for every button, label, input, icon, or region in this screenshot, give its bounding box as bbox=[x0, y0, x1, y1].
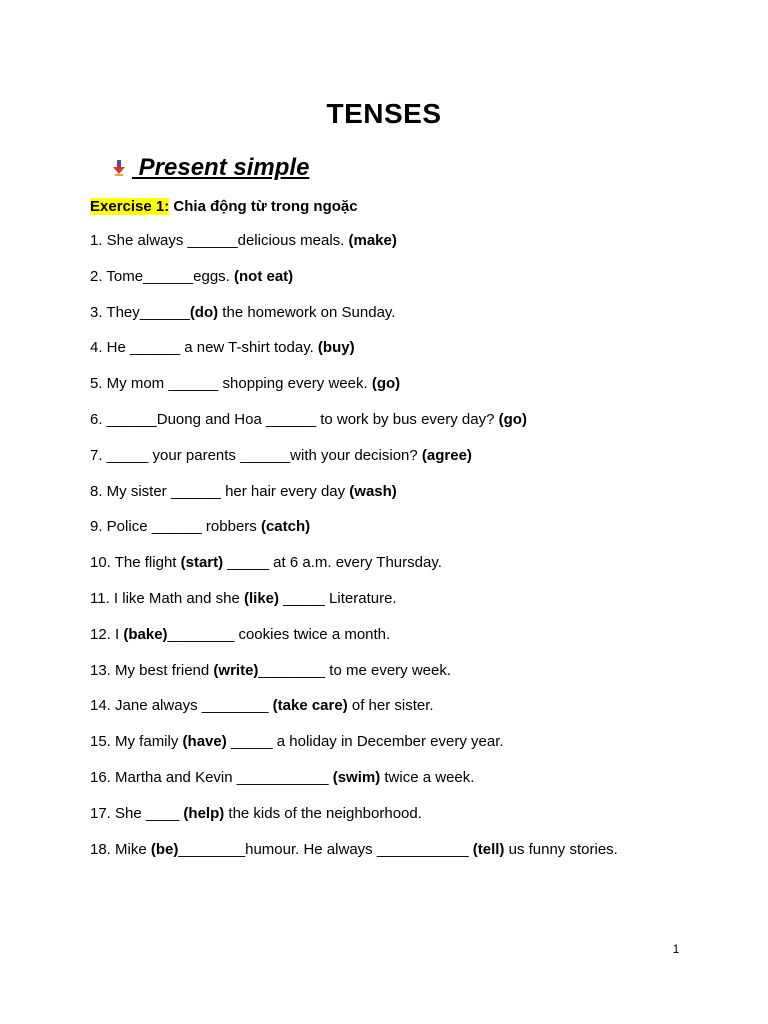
item-text: 18. Mike bbox=[90, 840, 151, 858]
item-text: 17. She ____ bbox=[90, 804, 184, 822]
verb-hint: (agree) bbox=[421, 446, 472, 464]
item-text: 1. She always ______delicious meals. bbox=[90, 232, 349, 249]
exercise-item bbox=[90, 838, 730, 874]
exercise-item bbox=[90, 265, 730, 301]
exercise-item bbox=[90, 229, 730, 265]
verb-hint: (bake) bbox=[123, 625, 168, 643]
exercise-item bbox=[90, 480, 730, 516]
exercise-item bbox=[90, 372, 730, 408]
item-text: 16. Martha and Kevin ___________ bbox=[90, 768, 333, 786]
item-text: 15. My family bbox=[90, 733, 183, 751]
exercise-item bbox=[90, 336, 730, 372]
item-text: ________humour. He always ___________ bbox=[178, 840, 473, 858]
item-text: 13. My best friend bbox=[90, 661, 214, 679]
item-text: 3. They______ bbox=[90, 303, 190, 321]
item-text: the homework on Sunday. bbox=[218, 303, 396, 321]
section-heading bbox=[112, 150, 309, 186]
item-text: 4. He ______ a new T-shirt today. bbox=[90, 339, 318, 357]
verb-hint: (tell) bbox=[472, 840, 505, 858]
item-text: _____ Literature. bbox=[279, 589, 397, 607]
item-text: 5. My mom ______ shopping every week. bbox=[90, 375, 372, 393]
item-text: the kids of the neighborhood. bbox=[224, 804, 422, 822]
verb-hint: (swim) bbox=[332, 768, 381, 786]
item-text: 2. Tome______eggs. bbox=[90, 267, 235, 285]
exercise-item bbox=[90, 408, 730, 444]
exercise-items bbox=[90, 229, 730, 873]
exercise-item bbox=[90, 551, 730, 587]
verb-hint: (go) bbox=[371, 375, 401, 393]
item-text: ________ to me every week. bbox=[258, 661, 452, 679]
bullet-arrow-icon bbox=[112, 160, 126, 176]
verb-hint: (wash) bbox=[349, 482, 397, 500]
exercise-label: Exercise 1: bbox=[90, 198, 170, 215]
item-text: 10. The flight bbox=[90, 554, 181, 572]
verb-hint: (have) bbox=[182, 733, 227, 751]
verb-hint: (not eat) bbox=[234, 267, 294, 285]
verb-hint: (start) bbox=[180, 554, 224, 572]
exercise-item bbox=[90, 694, 730, 730]
verb-hint: (do) bbox=[189, 303, 219, 321]
page-number: 1 bbox=[672, 942, 680, 956]
item-text: _____ a holiday in December every year. bbox=[226, 733, 504, 751]
item-text: 11. I like Math and she bbox=[90, 589, 244, 607]
verb-hint: (buy) bbox=[317, 339, 355, 357]
item-text: _____ at 6 a.m. every Thursday. bbox=[223, 554, 442, 572]
item-text: 9. Police ______ robbers bbox=[90, 518, 261, 536]
exercise-item bbox=[90, 301, 730, 337]
item-text: 14. Jane always ________ bbox=[90, 697, 273, 715]
exercise-item bbox=[90, 659, 730, 695]
item-text: of her sister. bbox=[347, 697, 434, 715]
verb-hint: (catch) bbox=[260, 518, 311, 536]
exercise-item bbox=[90, 623, 730, 659]
verb-hint: (like) bbox=[243, 589, 279, 607]
item-text: 6. ______Duong and Hoa ______ to work by bus every day? bbox=[90, 410, 499, 428]
item-text: twice a week. bbox=[380, 768, 475, 786]
verb-hint: (write) bbox=[213, 661, 259, 679]
item-text: ________ cookies twice a month. bbox=[167, 625, 391, 643]
verb-hint: (go) bbox=[498, 410, 527, 428]
exercise-item bbox=[90, 587, 730, 623]
exercise-instruction: Chia động từ trong ngoặc bbox=[169, 198, 358, 215]
section-title: Present simple bbox=[132, 154, 310, 181]
item-text: 7. _____ your parents ______with your decision? bbox=[90, 446, 422, 464]
exercise-heading bbox=[90, 198, 358, 215]
exercise-item bbox=[90, 444, 730, 480]
verb-hint: (take care) bbox=[272, 697, 348, 715]
exercise-item bbox=[90, 515, 730, 551]
exercise-item bbox=[90, 730, 730, 766]
verb-hint: (make) bbox=[348, 232, 397, 249]
exercise-item bbox=[90, 766, 730, 802]
exercise-item bbox=[90, 802, 730, 838]
item-text: 12. I bbox=[90, 625, 124, 643]
verb-hint: (help) bbox=[183, 804, 225, 822]
page-title: TENSES bbox=[326, 98, 442, 129]
verb-hint: (be) bbox=[150, 840, 179, 858]
item-text: 8. My sister ______ her hair every day bbox=[90, 482, 350, 500]
item-text: us funny stories. bbox=[504, 840, 618, 858]
